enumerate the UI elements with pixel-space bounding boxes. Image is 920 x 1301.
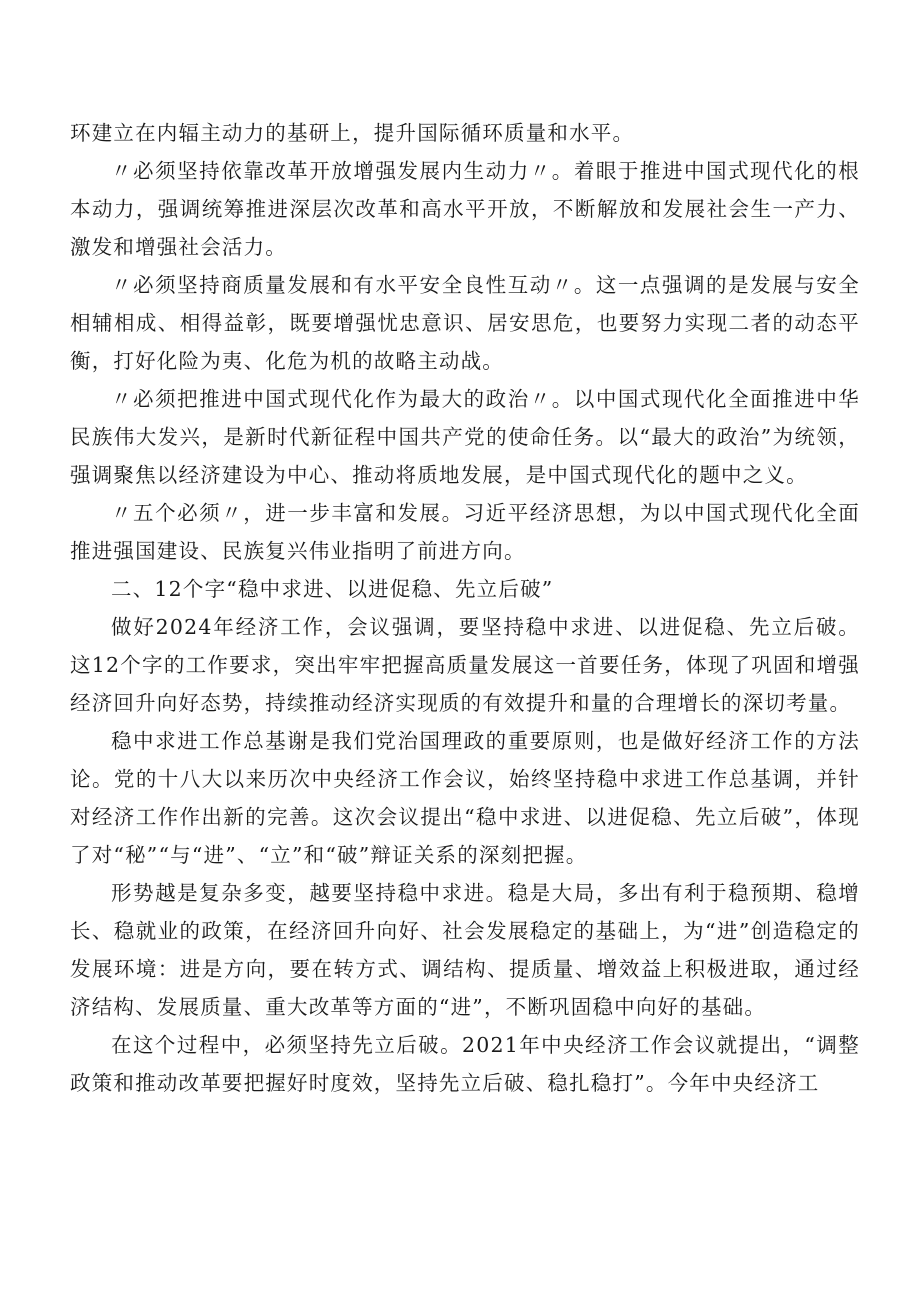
paragraph-2: 〃必须坚持依靠改革开放增强发展内生动力〃。着眼于推进中国式现代化的根本动力，强调统筹推进深层次改革和高水平开放，不断解放和发展社会生一产力、激发和增强社会活力。: [70, 159, 860, 259]
paragraph-8: 形势越是复杂多变，越要坚持稳中求进。稳是大局，多出有利于稳预期、稳增长、稳就业的政策，在经济回升向好、社会发展稳定的基础上，为“进”创造稳定的发展环境：进是方向，要在转方式、调结构、提质量、增效益上积极进取，通过经济结构、发展质量、重大改革等方面的“进”，不断巩固稳中向好的基础。: [70, 881, 860, 1019]
paragraph-7: 稳中求进工作总基谢是我们党治国理政的重要原则，也是做好经济工作的方法论。党的十八大以来历次中央经济工作会议，始终坚持稳中求进工作总基调，并针对经济工作作出新的完善。这次会议提出“稳中求进、以进促稳、先立后破”，体现了对“秘”“与“进”、“立”和“破”辩证关系的深刻把握。: [70, 729, 860, 867]
paragraph-9: 在这个过程中，必须坚持先立后破。2021年中央经济工作会议就提出，“调整政策和推动改革要把握好时度效，坚持先立后破、稳扎稳打”。今年中央经济工: [70, 1033, 860, 1095]
paragraph-5: 〃五个必须〃，进一步丰富和发展。习近平经济思想，为以中国式现代化全面推进强国建设、民族复兴伟业指明了前进方向。: [70, 501, 860, 563]
section-heading: 二、12个字“稳中求进、以进促稳、先立后破”: [111, 577, 554, 601]
paragraph-3: 〃必须坚持商质量发展和有水平安全良性互动〃。这一点强调的是发展与安全相辅相成、相得益彰，既要增强忧忠意识、居安思危，也要努力实现二者的动态平衡，打好化险为夷、化危为机的故略主动战。: [70, 273, 860, 373]
paragraph-6: 做好2024年经济工作，会议强调，要坚持稳中求进、以进促稳、先立后破。这12个字的工作要求，突出牢牢把握高质量发展这一首要任务，体现了巩固和增强经济回升向好态势，持续推动经济实现质的有效提升和量的合理增长的深切考量。: [70, 615, 860, 715]
document-body: [70, 114, 860, 1102]
paragraph-1: 环建立在内辐主动力的基研上，提升国际循环质量和水平。: [70, 121, 635, 145]
paragraph-4: 〃必须把推进中国式现代化作为最大的政治〃。以中国式现代化全面推进中华民族伟大发兴，是新时代新征程中国共产党的使命任务。以“最大的政治”为统领，强调聚焦以经济建设为中心、推动将质地发展，是中国式现代化的题中之义。: [70, 387, 860, 487]
